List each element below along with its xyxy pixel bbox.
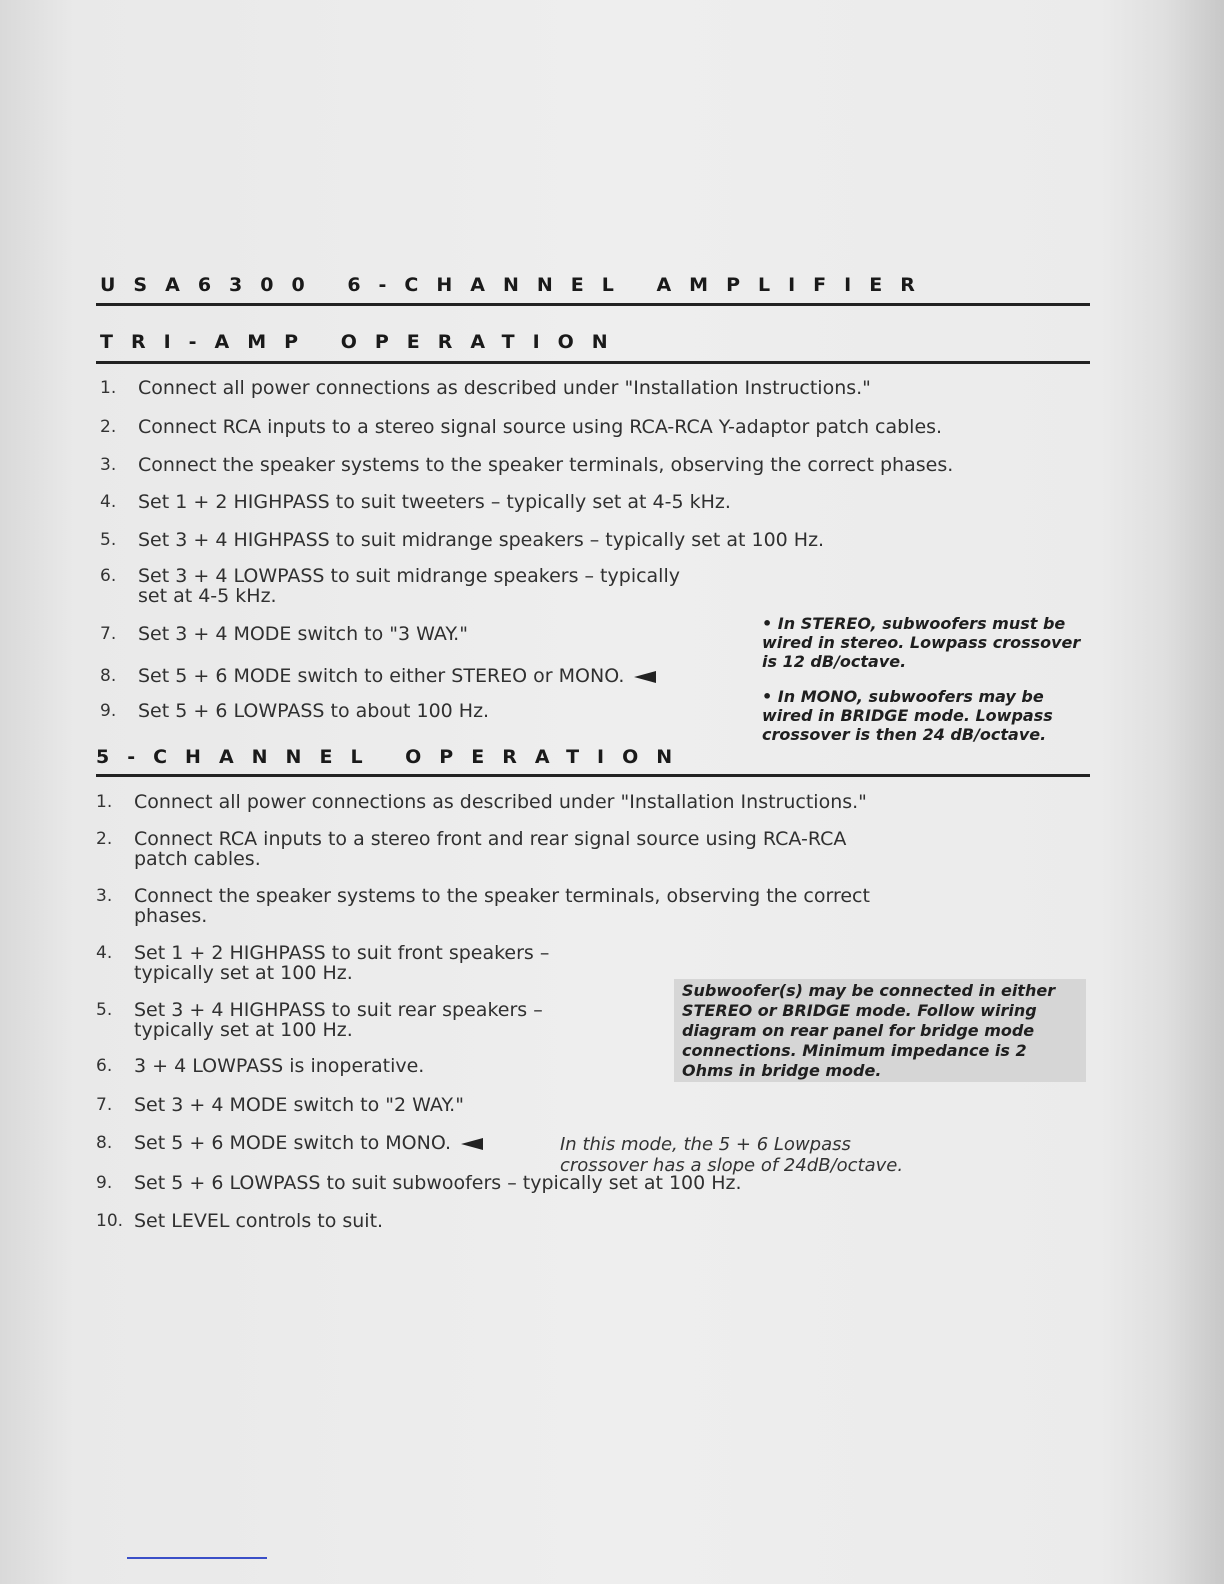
- step-number: 7.: [100, 624, 117, 644]
- mono-mode-note: [560, 1134, 903, 1176]
- step-number: 5.: [100, 530, 117, 550]
- bottom-underline-mark: [127, 1557, 267, 1559]
- step-text: Set 1 + 2 HIGHPASS to suit front speakers –: [134, 942, 550, 964]
- fivech-heading: 5-CHANNEL OPERATION: [96, 746, 691, 768]
- step-number: 10.: [96, 1211, 124, 1231]
- step-text-continued: typically set at 100 Hz.: [134, 962, 353, 984]
- subwoofer-note-text: Subwoofer(s) may be connected in either STEREO or BRIDGE mode. Follow wiring diagram on rear panel for bridge mode connections. Minimum impedance is 2 Ohms in bridge mode.: [682, 981, 1056, 1080]
- stereo-note: • In STEREO, subwoofers must be wired in stereo. Lowpass crossover is 12 dB/octave.: [762, 614, 1081, 671]
- arrow-left-icon: [461, 1138, 483, 1150]
- step-number: 8.: [100, 666, 117, 686]
- step-text: Set 5 + 6 LOWPASS to about 100 Hz.: [138, 700, 490, 722]
- step-number: 5.: [96, 1000, 113, 1020]
- step-text-wrap: [134, 1133, 483, 1153]
- step-number: 2.: [96, 829, 113, 849]
- step-number: 1.: [96, 792, 113, 812]
- title-rule: [96, 303, 1090, 306]
- step-text-continued: phases.: [134, 905, 208, 927]
- mono-note: • In MONO, subwoofers may be wired in BRIDGE mode. Lowpass crossover is then 24 dB/octave.: [762, 687, 1053, 744]
- step-text: Set 1 + 2 HIGHPASS to suit tweeters – typically set at 4-5 kHz.: [138, 491, 731, 513]
- document-title: USA6300 6-CHANNEL AMPLIFIER: [100, 274, 933, 296]
- subwoofer-note-box: [674, 979, 1086, 1082]
- step-text: Connect all power connections as described under "Installation Instructions.": [134, 791, 867, 813]
- step-text-continued: typically set at 100 Hz.: [134, 1019, 353, 1041]
- step-text: Connect all power connections as described under "Installation Instructions.": [138, 377, 871, 399]
- step-text: Set 3 + 4 MODE switch to "3 WAY.": [138, 623, 468, 645]
- step-text: Connect RCA inputs to a stereo signal source using RCA-RCA Y-adaptor patch cables.: [138, 416, 943, 438]
- step-text-wrap: [138, 666, 656, 686]
- step-number: 1.: [100, 378, 117, 398]
- step-text: 3 + 4 LOWPASS is inoperative.: [134, 1055, 425, 1077]
- step-number: 4.: [100, 492, 117, 512]
- page-edge-shadow: [1164, 0, 1224, 1584]
- step-text: Set 3 + 4 HIGHPASS to suit midrange speakers – typically set at 100 Hz.: [138, 529, 825, 551]
- step-number: 6.: [100, 566, 117, 586]
- step-number: 3.: [96, 886, 113, 906]
- step-number: 7.: [96, 1095, 113, 1115]
- step-text: Connect the speaker systems to the speaker terminals, observing the correct phases.: [138, 454, 954, 476]
- step-number: 9.: [96, 1173, 113, 1193]
- step-text: Set 3 + 4 HIGHPASS to suit rear speakers –: [134, 999, 543, 1021]
- step-text: Set 3 + 4 MODE switch to "2 WAY.": [134, 1094, 464, 1116]
- step-text: Set 3 + 4 LOWPASS to suit midrange speakers – typically: [138, 565, 680, 587]
- fivech-rule: [96, 774, 1090, 777]
- step-number: 4.: [96, 943, 113, 963]
- arrow-left-icon: [634, 671, 656, 683]
- step-text: Set LEVEL controls to suit.: [134, 1210, 384, 1232]
- step-text-continued: patch cables.: [134, 848, 261, 870]
- mono-mode-note-line-2: crossover has a slope of 24dB/octave.: [560, 1155, 904, 1176]
- step-text: Set 5 + 6 LOWPASS to suit subwoofers – typically set at 100 Hz.: [134, 1172, 742, 1194]
- step-text: Set 5 + 6 MODE switch to either STEREO or MONO.: [138, 665, 625, 687]
- step-number: 6.: [96, 1056, 113, 1076]
- step-text: Connect RCA inputs to a stereo front and rear signal source using RCA-RCA: [134, 828, 847, 850]
- step-number: 9.: [100, 701, 117, 721]
- step-number: 8.: [96, 1133, 113, 1153]
- step-text-continued: set at 4-5 kHz.: [138, 585, 277, 607]
- step-number: 2.: [100, 417, 117, 437]
- mono-mode-note-line-1: In this mode, the 5 + 6 Lowpass: [560, 1134, 851, 1155]
- triamp-rule: [96, 361, 1090, 364]
- step-text: Set 5 + 6 MODE switch to MONO.: [134, 1132, 452, 1154]
- step-number: 3.: [100, 455, 117, 475]
- triamp-heading: TRI-AMP OPERATION: [100, 331, 626, 353]
- step-text: Connect the speaker systems to the speaker terminals, observing the correct: [134, 885, 870, 907]
